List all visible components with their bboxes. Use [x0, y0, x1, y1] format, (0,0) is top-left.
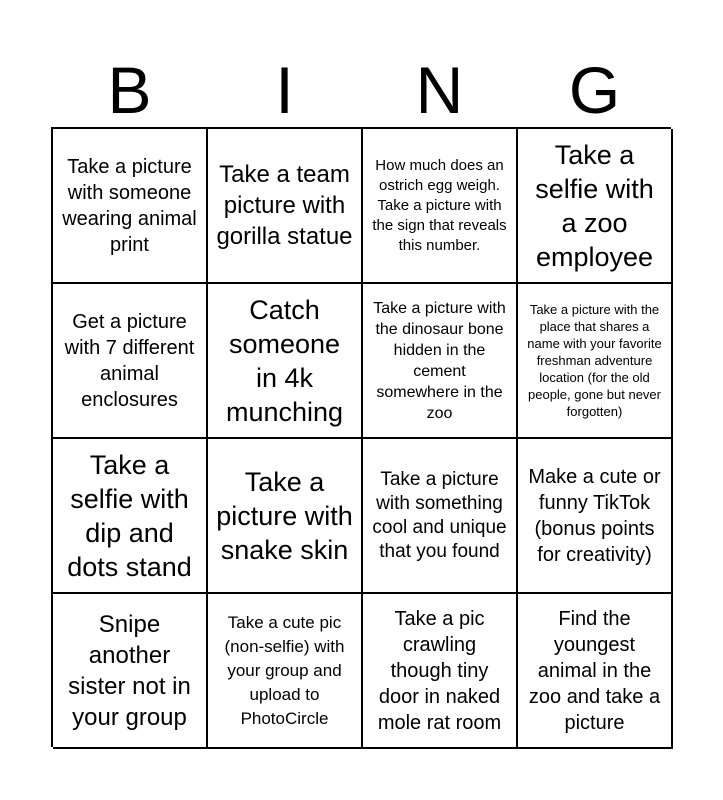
- bingo-cell[interactable]: [363, 439, 518, 594]
- bingo-cell[interactable]: [53, 284, 208, 439]
- bingo-cell[interactable]: [208, 284, 363, 439]
- cell-text: Take a selfie with a zoo employee: [535, 139, 654, 272]
- bingo-cell[interactable]: [363, 129, 518, 284]
- header-letter-n: N: [415, 53, 464, 127]
- bingo-header: [52, 52, 672, 128]
- header-letter-g: G: [568, 53, 621, 127]
- cell-text: Take a picture with the dinosaur bone hidden in the cement somewhere in the zoo: [373, 299, 506, 422]
- cell-text: Take a team picture with gorilla statue: [216, 161, 353, 250]
- cell-text: Take a picture with the place that shares a name with your favorite freshman adventure location (for the old people, gone but never forgotten): [527, 302, 662, 419]
- cell-text: Take a picture with someone wearing animal print: [62, 155, 197, 256]
- cell-text: Take a selfie with dip and dots stand: [67, 449, 192, 582]
- bingo-card: [51, 127, 671, 747]
- bingo-cell[interactable]: [53, 439, 208, 594]
- bingo-cell[interactable]: [518, 439, 673, 594]
- cell-text: Catch someone in 4k munching: [225, 294, 344, 427]
- bingo-cell[interactable]: [208, 594, 363, 749]
- cell-text: Make a cute or funny TikTok (bonus points for creativity): [528, 465, 661, 566]
- cell-text: Snipe another sister not in your group: [68, 610, 191, 731]
- bingo-cell[interactable]: [518, 284, 673, 439]
- header-letter-i: I: [275, 53, 294, 127]
- cell-text: Find the youngest animal in the zoo and take a picture: [528, 607, 661, 734]
- cell-text: How much does an ostrich egg weigh. Take a picture with the sign that reveals this number.: [372, 156, 507, 254]
- cell-text: Take a pic crawling though tiny door in naked mole rat room: [377, 607, 502, 734]
- header-letter-b: B: [107, 53, 152, 127]
- cell-text: Take a cute pic (non-selfie) with your group and upload to PhotoCircle: [224, 612, 345, 728]
- cell-text: Take a picture with something cool and unique that you found: [372, 468, 507, 562]
- bingo-cell[interactable]: [208, 129, 363, 284]
- cell-text: Get a picture with 7 different animal enclosures: [64, 310, 195, 411]
- cell-text: Take a picture with snake skin: [216, 466, 353, 565]
- bingo-cell[interactable]: [363, 284, 518, 439]
- bingo-cell[interactable]: [518, 129, 673, 284]
- bingo-cell[interactable]: [518, 594, 673, 749]
- bingo-cell[interactable]: [53, 594, 208, 749]
- bingo-cell[interactable]: [53, 129, 208, 284]
- bingo-cell[interactable]: [363, 594, 518, 749]
- bingo-cell[interactable]: [208, 439, 363, 594]
